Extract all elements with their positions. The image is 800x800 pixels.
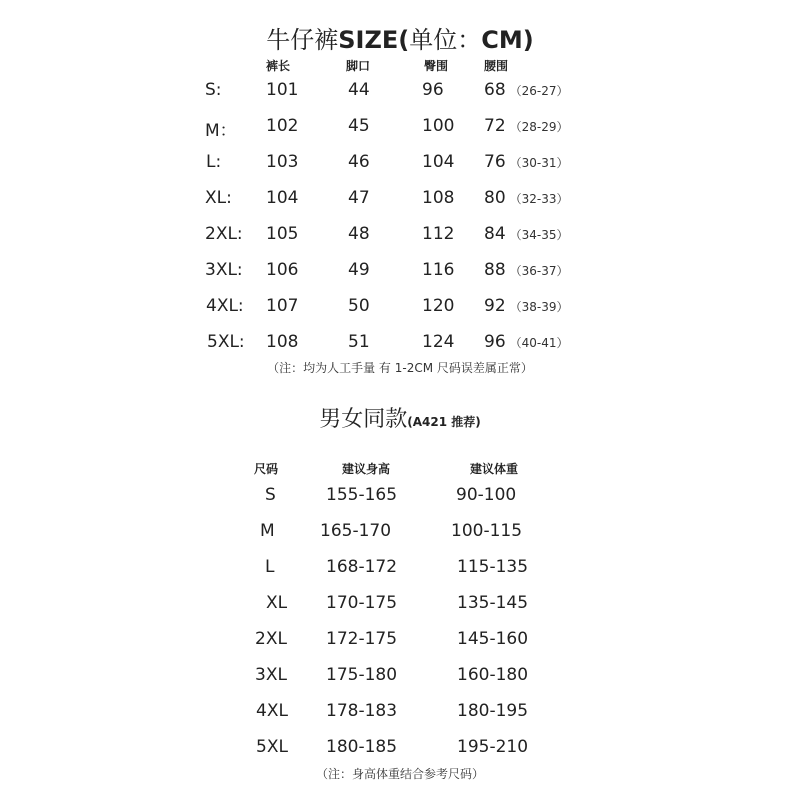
height-cell: 165-170 [320,521,392,541]
waist-number: 92 [484,296,506,316]
waist-number: 76 [484,152,506,172]
header-length: 裤长 [266,59,291,73]
length-value: 101 [266,80,299,100]
size-label: L: [206,152,222,172]
length-value: 106 [266,260,299,280]
waist-range: （30-31） [509,156,569,170]
size-cell: XL [266,593,288,613]
size-cell: S [265,485,276,505]
size-cell: L [265,557,275,577]
waist-range: （40-41） [509,336,569,350]
weight-cell: 100-115 [451,521,523,541]
size-label: 3XL: [205,260,243,280]
waist-number: 72 [484,116,506,136]
hem-value: 48 [348,224,370,244]
unisex-title [0,402,800,433]
weight-cell: 115-135 [457,557,529,577]
height-cell: 170-175 [326,593,398,613]
header-hip: 臀围 [424,59,449,73]
hip-value: 112 [422,224,455,244]
hip-value: 124 [422,332,455,352]
size-label: 2XL: [205,224,243,244]
header-weight: 建议体重 [470,462,519,476]
waist-range: （36-37） [509,264,569,278]
title-unit-cn: 单位： [409,26,482,54]
length-value: 102 [266,116,299,136]
waist-value [484,188,569,208]
height-cell: 172-175 [326,629,398,649]
title-en: SIZE( [338,26,410,54]
size-cell: 5XL [256,737,288,757]
hip-value: 108 [422,188,455,208]
header-waist: 腰围 [484,59,509,73]
waist-range: （26-27） [509,84,569,98]
length-value: 103 [266,152,299,172]
hem-value: 44 [348,80,370,100]
waist-value [484,152,569,172]
weight-cell: 90-100 [456,485,517,505]
hip-value: 116 [422,260,455,280]
hem-value: 50 [348,296,370,316]
waist-number: 96 [484,332,506,352]
length-value: 108 [266,332,299,352]
title-cn: 牛仔裤 [266,26,339,54]
waist-value [484,224,569,244]
measurement-note: （注：均为人工手量 有 1-2CM 尺码误差属正常） [267,361,533,375]
waist-value [484,296,569,316]
height-cell: 155-165 [326,485,398,505]
hem-value: 46 [348,152,370,172]
weight-cell: 145-160 [457,629,529,649]
weight-cell: 180-195 [457,701,529,721]
height-cell: 180-185 [326,737,398,757]
height-cell: 178-183 [326,701,398,721]
hip-value: 100 [422,116,455,136]
hip-value: 120 [422,296,455,316]
size-label: M： [205,121,237,141]
waist-number: 88 [484,260,506,280]
length-value: 105 [266,224,299,244]
height-cell: 175-180 [326,665,398,685]
hem-value: 45 [348,116,370,136]
size-label: XL: [205,188,232,208]
size-label: 4XL: [206,296,244,316]
header-hem: 脚口 [346,59,371,73]
waist-value [484,116,569,136]
unisex-title-cn: 男女同款 [319,407,408,432]
waist-value [484,260,569,280]
size-cell: 3XL [255,665,287,685]
hip-value: 96 [422,80,444,100]
hem-value: 51 [348,332,370,352]
hem-value: 47 [348,188,370,208]
header-size: 尺码 [254,462,279,476]
waist-range: （34-35） [509,228,569,242]
waist-value [484,332,569,352]
length-value: 107 [266,296,299,316]
size-cell: M [260,521,275,541]
waist-range: （32-33） [509,192,569,206]
header-height: 建议身高 [342,462,391,476]
hip-value: 104 [422,152,455,172]
height-cell: 168-172 [326,557,398,577]
weight-cell: 135-145 [457,593,529,613]
recommendation-note: （注：身高体重结合参考尺码） [315,767,484,781]
jeans-size-title [0,20,800,55]
title-unit-en: CM) [481,26,534,54]
size-label: 5XL: [207,332,245,352]
length-value: 104 [266,188,299,208]
waist-range: （38-39） [509,300,569,314]
weight-cell: 160-180 [457,665,529,685]
waist-number: 68 [484,80,506,100]
size-cell: 4XL [256,701,288,721]
weight-cell: 195-210 [457,737,529,757]
unisex-title-sub: (A421 推荐) [407,415,481,429]
waist-number: 80 [484,188,506,208]
waist-range: （28-29） [509,120,569,134]
size-cell: 2XL [255,629,287,649]
waist-value [484,80,569,100]
size-label: S: [205,80,222,100]
waist-number: 84 [484,224,506,244]
hem-value: 49 [348,260,370,280]
